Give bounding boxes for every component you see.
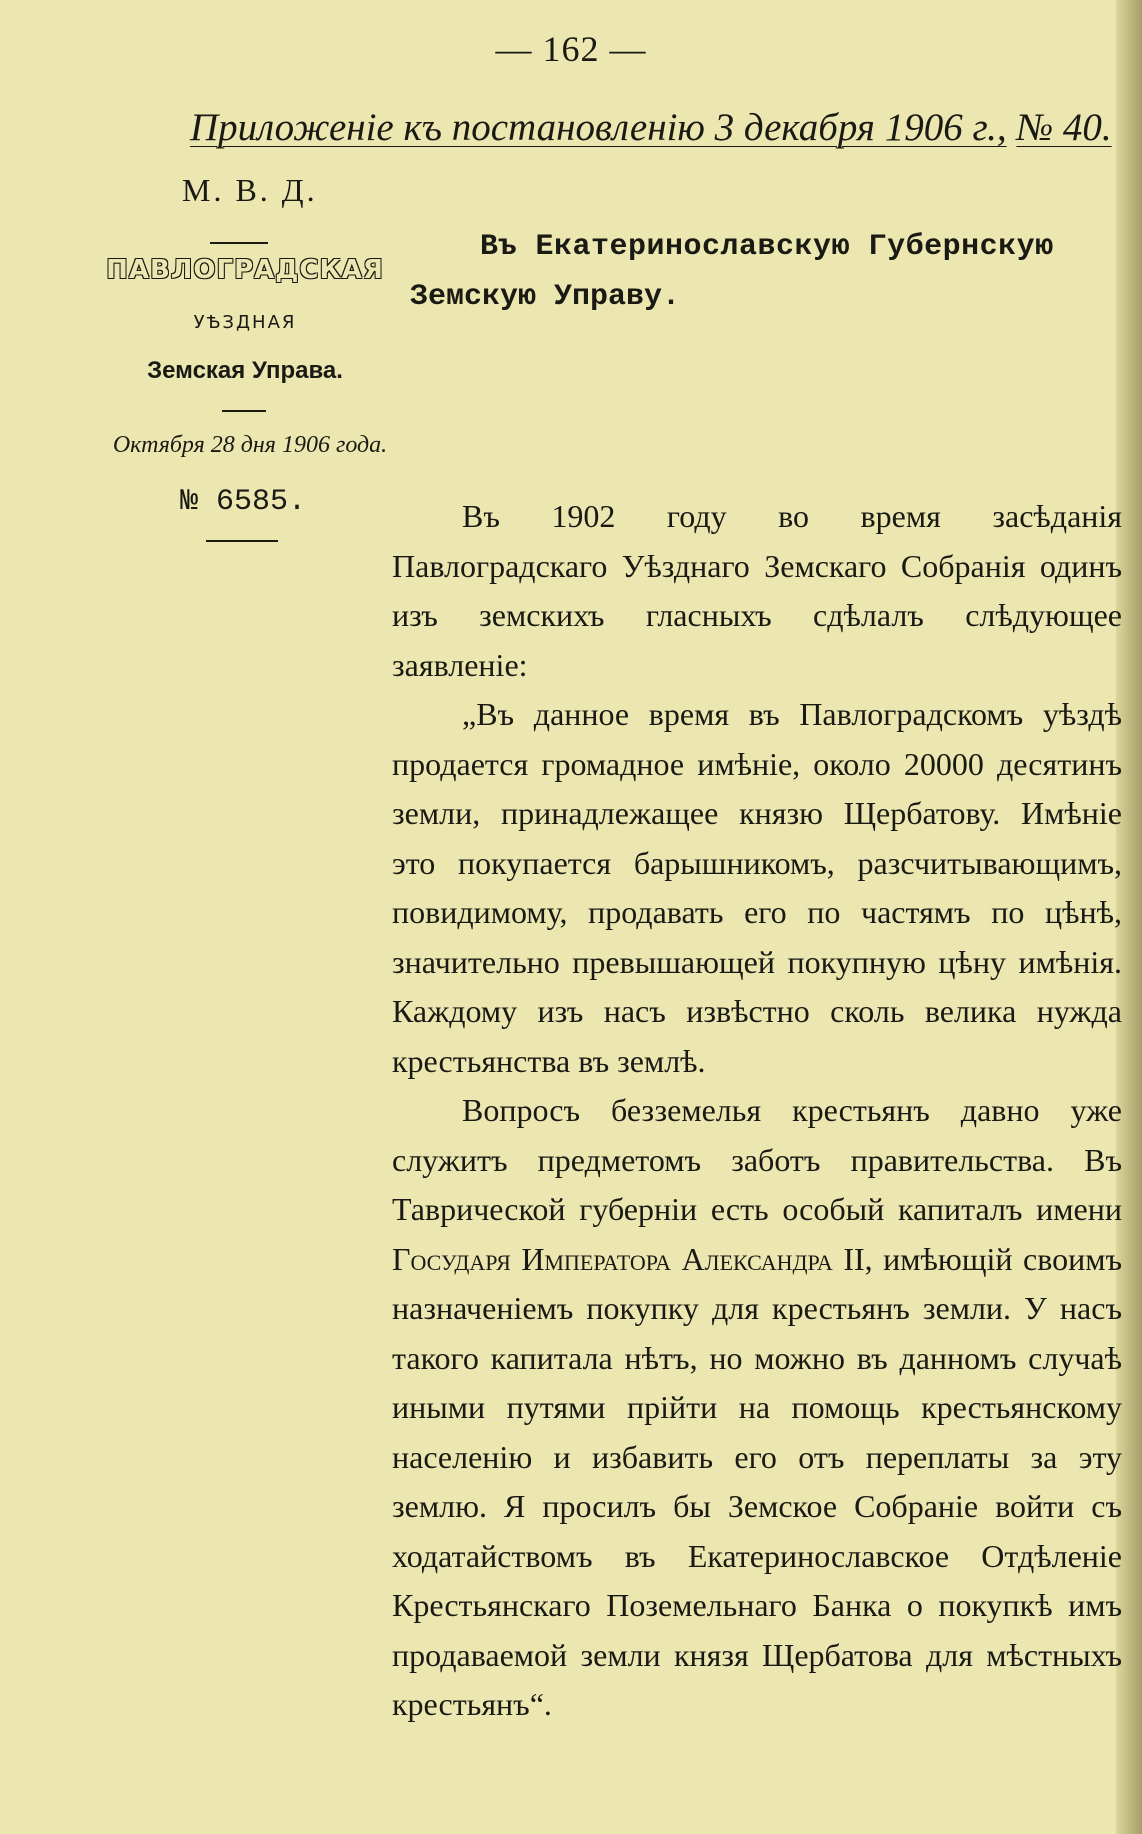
paragraph <box>392 1086 1122 1730</box>
paragraph-text: Вопросъ безземелья крестьянъ давно уже служитъ предметомъ заботъ правительства. Въ Таврической губерніи есть особый капиталъ имени <box>392 1092 1122 1227</box>
addressee-line-1: Въ Екатеринославскую Губернскую <box>480 230 1054 264</box>
page-number: — 162 — <box>495 29 647 69</box>
sender-org-name2: Земская Управа. <box>147 357 343 384</box>
registration-number: № 6585. <box>180 485 307 519</box>
appendix-title <box>190 105 1112 150</box>
appendix-prefix: Приложеніе къ постановленію 3 декабря 1906 г., <box>190 106 1007 149</box>
addressee <box>410 222 1110 322</box>
divider <box>222 410 266 412</box>
ministry-abbrev: М. В. Д. <box>182 172 318 208</box>
sender-org-name: ПАВЛОГРАДСКАЯ <box>106 255 384 285</box>
appendix-number: № 40. <box>1016 106 1112 149</box>
body-text <box>392 492 1122 1730</box>
emperor-title: Государя Императора Александра II, <box>392 1240 873 1277</box>
divider <box>206 540 278 542</box>
paragraph: „Въ данное время въ Павлоградскомъ уѣздѣ продается громадное имѣніе, около 20000 десятинъ земли, принадлежащее князю Щербатову. Имѣніе это покупается барышникомъ, разсчитывающимъ, повидимому, продавать его по частямъ по цѣнѣ, значительно превышающей покупную цѣну имѣнія. Каждому изъ насъ извѣстно сколь велика нужда крестьянства въ землѣ. <box>392 696 1122 1079</box>
paragraph-text: имѣющій своимъ назначеніемъ покупку для крестьянъ земли. У насъ такого капитала нѣтъ, но можно въ данномъ случаѣ иными путями прійти на помощь крестьянскому населенію и избавить его отъ переплаты за эту землю. Я просилъ бы Земское Собраніе войти съ ходатайствомъ въ Екатеринославское Отдѣленіе Крестьянскаго Поземельнаго Банка о покупкѣ имъ продаваемой земли князя Щербатова для мѣстныхъ крестьянъ“. <box>392 1240 1123 1722</box>
letter-date: Октября 28 дня 1906 года. <box>112 432 388 458</box>
sender-org-sub: УѢЗДНАЯ <box>193 312 297 333</box>
addressee-line-2: Земскую Управу. <box>410 280 681 314</box>
paragraph: Въ 1902 году во время засѣданія Павлоградскаго Уѣзднаго Земскаго Собранія одинъ изъ земскихъ гласныхъ сдѣлалъ слѣдующее заявленіе: <box>392 498 1122 683</box>
divider <box>210 242 268 244</box>
